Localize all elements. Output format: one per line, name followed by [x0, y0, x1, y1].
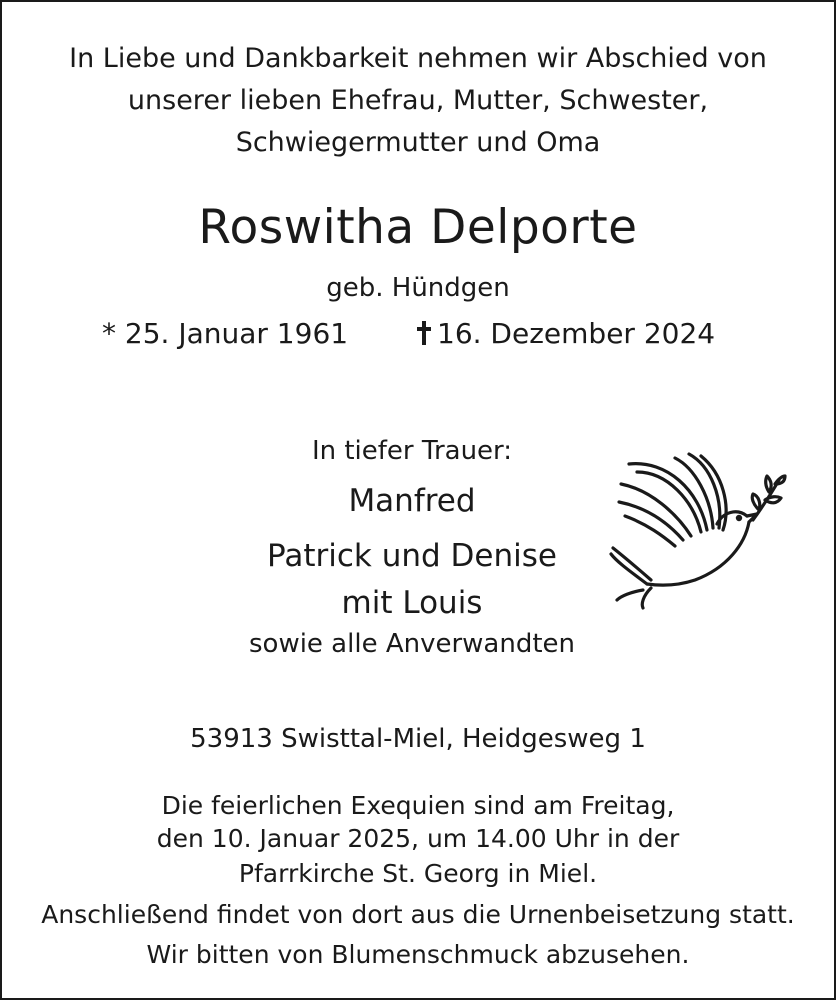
- intro-line-2: unserer lieben Ehefrau, Mutter, Schwester,: [127, 85, 709, 116]
- death-date: 16. Dezember 2024: [437, 317, 716, 350]
- family-member-1: Manfred: [348, 483, 476, 519]
- cross-icon: [417, 321, 431, 345]
- born-name: geb. Hündgen: [326, 273, 510, 303]
- family-member-2: Patrick und Denise: [267, 538, 557, 574]
- life-dates: [102, 317, 716, 350]
- service-line-3: Pfarrkirche St. Georg in Miel.: [238, 859, 598, 888]
- deceased-name: Roswitha Delporte: [198, 200, 638, 255]
- burial-note: Anschließend findet von dort aus die Urnenbeisetzung statt.: [41, 900, 795, 929]
- mourning-label: In tiefer Trauer:: [311, 436, 513, 466]
- dove-icon: [607, 450, 787, 610]
- family-member-3: mit Louis: [341, 585, 483, 621]
- intro-line-1: In Liebe und Dankbarkeit nehmen wir Abschied von: [69, 43, 767, 74]
- death-date-group: [417, 317, 715, 350]
- intro-line-3: Schwiegermutter und Oma: [235, 127, 601, 158]
- relatives-line: sowie alle Anverwandten: [248, 629, 576, 659]
- address: 53913 Swisttal-Miel, Heidgesweg 1: [190, 724, 646, 754]
- service-line-2: den 10. Januar 2025, um 14.00 Uhr in der: [156, 824, 680, 853]
- service-line-1: Die feierlichen Exequien sind am Freitag,: [161, 791, 675, 820]
- flowers-note: Wir bitten von Blumenschmuck abzusehen.: [146, 940, 690, 969]
- birth-date: * 25. Januar 1961: [102, 317, 349, 350]
